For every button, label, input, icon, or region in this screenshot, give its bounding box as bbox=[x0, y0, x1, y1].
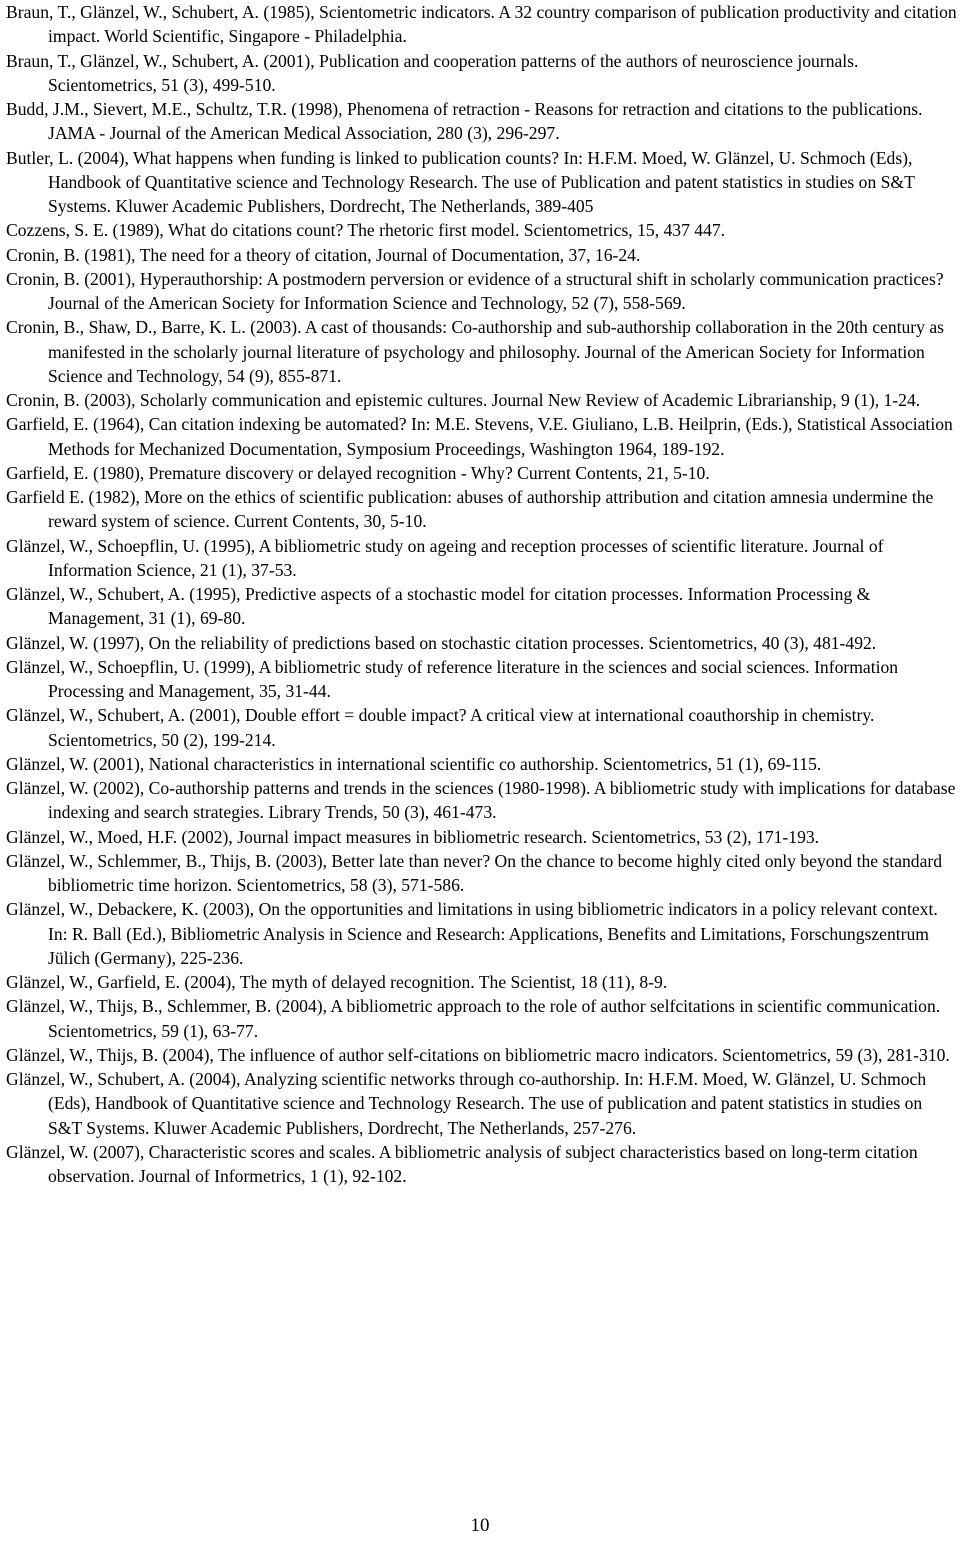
reference-entry: Glänzel, W., Garfield, E. (2004), The myth of delayed recognition. The Scientist, 18 (11), 8-9. bbox=[6, 972, 668, 992]
reference-entry: Garfield, E. (1980), Premature discovery or delayed recognition - Why? Current Contents, 21, 5-10. bbox=[6, 462, 710, 483]
reference-entry: Butler, L. (2004), What happens when funding is linked to publication counts? In: H.F.M. Moed, W. Glänzel, U. Schmoch (Eds), Handbook of Quantitative science and Technology Research. The use of Publication and patent statistics in studies on S&T Systems. Kluwer Academic Publishers, Dordrecht, The Netherlands, 389-405 bbox=[6, 147, 915, 216]
reference-entry: Cozzens, S. E. (1989), What do citations count? The rhetoric first model. Scientometrics, 15, 437 447. bbox=[6, 220, 726, 241]
reference-entry: Cronin, B. (2001), Hyperauthorship: A postmodern perversion or evidence of a structural shift in scholarly communication practices? Journal of the American Society for Information Science and Technology, 52 (7), 558-569. bbox=[6, 268, 944, 313]
reference-entry: Glänzel, W., Schubert, A. (2004), Analyzing scientific networks through co-authorship. In: H.F.M. Moed, W. Glänzel, U. Schmoch (Eds), Handbook of Quantitative science and Technology Research. The use of publication and patent statistics in studies on S&T Systems. Kluwer Academic Publishers, Dordrecht, The Netherlands, 257-276. bbox=[6, 1069, 927, 1138]
reference-entry: Glänzel, W., Schoepflin, U. (1999), A bibliometric study of reference literature in the sciences and social sciences. Information Processing and Management, 35, 31-44. bbox=[6, 656, 899, 701]
reference-entry: Glänzel, W., Thijs, B., Schlemmer, B. (2004), A bibliometric approach to the role of author selfcitations in scientific communication. Scientometrics, 59 (1), 63-77. bbox=[6, 996, 941, 1041]
reference-entry: Braun, T., Glänzel, W., Schubert, A. (1985), Scientometric indicators. A 32 country comparison of publication productivity and citation impact. World Scientific, Singapore - Philadelphia. bbox=[6, 2, 957, 47]
reference-entry: Garfield, E. (1964), Can citation indexing be automated? In: M.E. Stevens, V.E. Giuliano, L.B. Heilprin, (Eds.), Statistical Association Methods for Mechanized Documentation, Symposium Proceedings, Washington 1964, 189-192. bbox=[6, 414, 953, 459]
reference-entry: Braun, T., Glänzel, W., Schubert, A. (2001), Publication and cooperation patterns of the authors of neuroscience journals. Scientometrics, 51 (3), 499-510. bbox=[6, 50, 859, 95]
reference-entry: Glänzel, W., Thijs, B. (2004), The influence of author self-citations on bibliometric macro indicators. Scientometrics, 59 (3), 281-310. bbox=[6, 1044, 950, 1065]
reference-list bbox=[6, 0, 958, 1188]
reference-entry: Glänzel, W., Schoepflin, U. (1995), A bibliometric study on ageing and reception processes of scientific literature. Journal of Information Science, 21 (1), 37-53. bbox=[6, 535, 884, 580]
reference-entry: Cronin, B. (1981), The need for a theory of citation, Journal of Documentation, 37, 16-24. bbox=[6, 244, 641, 265]
reference-entry: Glänzel, W., Schubert, A. (2001), Double effort = double impact? A critical view at international coauthorship in chemistry. Scientometrics, 50 (2), 199-214. bbox=[6, 705, 875, 750]
reference-entry: Glänzel, W., Moed, H.F. (2002), Journal impact measures in bibliometric research. Scientometrics, 53 (2), 171-193. bbox=[6, 826, 820, 847]
reference-entry: Glänzel, W. (2002), Co-authorship patterns and trends in the sciences (1980-1998). A bibliometric study with implications for database indexing and search strategies. Library Trends, 50 (3), 461-473. bbox=[6, 778, 956, 823]
page-number: 10 bbox=[470, 1515, 490, 1536]
reference-entry: Cronin, B. (2003), Scholarly communication and epistemic cultures. Journal New Review of Academic Librarianship, 9 (1), 1-24. bbox=[6, 390, 921, 410]
reference-entry: Glänzel, W., Schubert, A. (1995), Predictive aspects of a stochastic model for citation processes. Information Processing & Management, 31 (1), 69-80. bbox=[6, 584, 871, 629]
reference-entry: Glänzel, W. (1997), On the reliability of predictions based on stochastic citation processes. Scientometrics, 40 (3), 481-492. bbox=[6, 632, 877, 653]
reference-entry: Budd, J.M., Sievert, M.E., Schultz, T.R. (1998), Phenomena of retraction - Reasons for retraction and citations to the publications. JAMA - Journal of the American Medical Association, 280 (3), 296-297. bbox=[6, 99, 923, 144]
reference-entry: Glänzel, W. (2001), National characteristics in international scientific co authorship. Scientometrics, 51 (1), 69-115. bbox=[6, 753, 822, 774]
reference-entry: Garfield E. (1982), More on the ethics of scientific publication: abuses of authorship attribution and citation amnesia undermine the reward system of science. Current Contents, 30, 5-10. bbox=[6, 487, 934, 532]
reference-entry: Glänzel, W., Schlemmer, B., Thijs, B. (2003), Better late than never? On the chance to become highly cited only beyond the standard bibliometric time horizon. Scientometrics, 58 (3), 571-586. bbox=[6, 850, 943, 895]
reference-entry: Cronin, B., Shaw, D., Barre, K. L. (2003). A cast of thousands: Co-authorship and sub-authorship collaboration in the 20th century as manifested in the scholarly journal literature of psychology and philosophy. Journal of the American Society for Information Science and Technology, 54 (9), 855-871. bbox=[6, 317, 945, 386]
reference-entry: Glänzel, W., Debackere, K. (2003), On the opportunities and limitations in using bibliometric indicators in a policy relevant context. In: R. Ball (Ed.), Bibliometric Analysis in Science and Research: Applications, Benefits and Limitations, Forschungszentrum Jülich (Germany), 225-236. bbox=[6, 899, 938, 968]
reference-entry: Glänzel, W. (2007), Characteristic scores and scales. A bibliometric analysis of subject characteristics based on long-term citation observation. Journal of Informetrics, 1 (1), 92-102. bbox=[6, 1141, 918, 1186]
